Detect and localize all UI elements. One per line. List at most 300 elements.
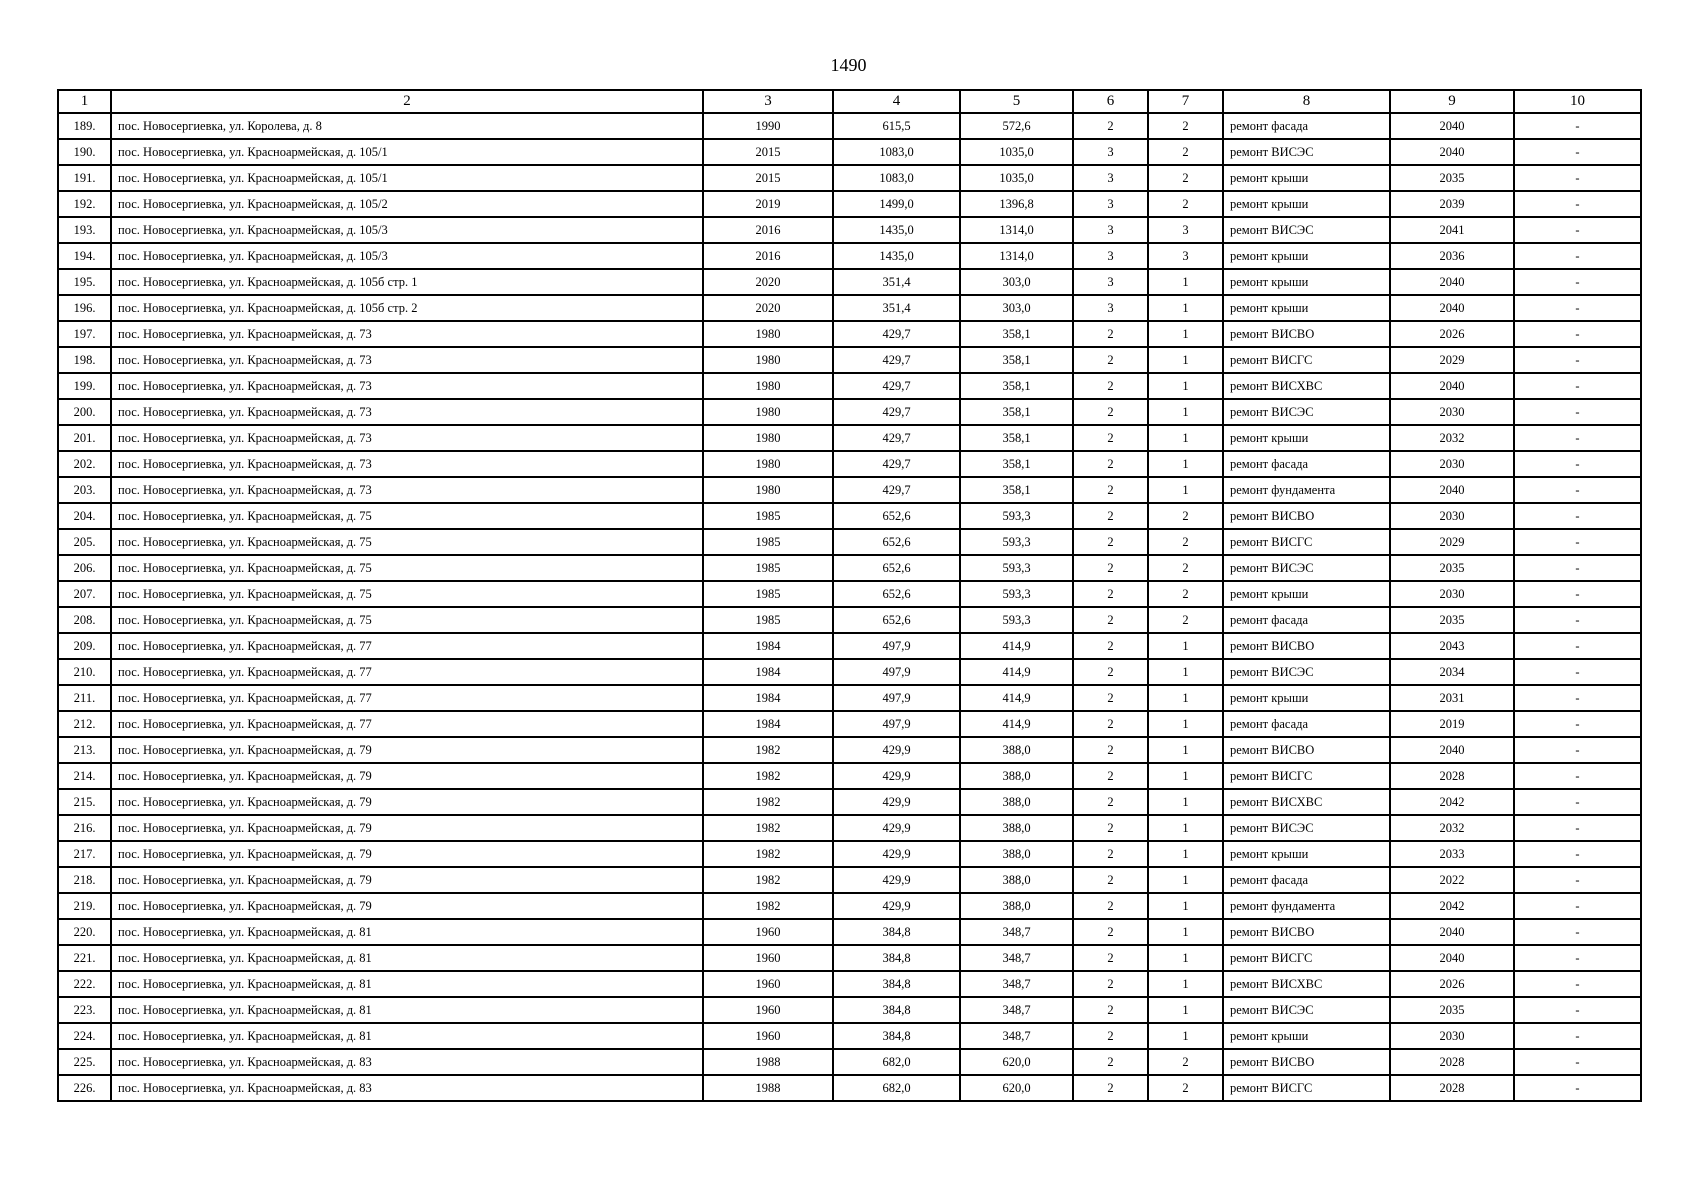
address-cell: пос. Новосергиевка, ул. Красноармейская, д. 105/2 [111,191,703,217]
entrances-cell: 2 [1148,607,1223,633]
note-cell: - [1514,529,1641,555]
floors-cell: 2 [1073,373,1148,399]
planned-year-cell: 2040 [1390,919,1514,945]
total-area-cell: 384,8 [833,945,960,971]
floors-cell: 2 [1073,659,1148,685]
table-row [58,867,1641,893]
row-number-cell: 197. [58,321,111,347]
row-number-cell: 209. [58,633,111,659]
floors-cell: 2 [1073,763,1148,789]
floors-cell: 2 [1073,1023,1148,1049]
floors-cell: 2 [1073,347,1148,373]
year-cell: 1985 [703,581,833,607]
living-area-cell: 358,1 [960,373,1073,399]
total-area-cell: 497,9 [833,685,960,711]
entrances-cell: 2 [1148,1075,1223,1101]
living-area-cell: 414,9 [960,659,1073,685]
entrances-cell: 1 [1148,945,1223,971]
floors-cell: 2 [1073,815,1148,841]
row-number-cell: 226. [58,1075,111,1101]
note-cell: - [1514,1023,1641,1049]
table-row [58,113,1641,139]
entrances-cell: 1 [1148,685,1223,711]
table-row [58,217,1641,243]
note-cell: - [1514,997,1641,1023]
row-number-cell: 212. [58,711,111,737]
total-area-cell: 652,6 [833,607,960,633]
year-cell: 1960 [703,1023,833,1049]
work-type-cell: ремонт ВИСЭС [1223,217,1390,243]
total-area-cell: 429,7 [833,321,960,347]
address-cell: пос. Новосергиевка, ул. Красноармейская, д. 105/1 [111,165,703,191]
note-cell: - [1514,867,1641,893]
total-area-cell: 429,7 [833,399,960,425]
floors-cell: 3 [1073,243,1148,269]
work-type-cell: ремонт ВИСЭС [1223,399,1390,425]
year-cell: 1985 [703,503,833,529]
total-area-cell: 1435,0 [833,243,960,269]
row-number-cell: 215. [58,789,111,815]
table-row [58,373,1641,399]
living-area-cell: 348,7 [960,971,1073,997]
planned-year-cell: 2031 [1390,685,1514,711]
planned-year-cell: 2022 [1390,867,1514,893]
table-row [58,555,1641,581]
total-area-cell: 1083,0 [833,139,960,165]
total-area-cell: 1499,0 [833,191,960,217]
entrances-cell: 1 [1148,893,1223,919]
note-cell: - [1514,113,1641,139]
floors-cell: 2 [1073,737,1148,763]
total-area-cell: 429,7 [833,373,960,399]
floors-cell: 3 [1073,269,1148,295]
year-cell: 2015 [703,165,833,191]
year-cell: 1982 [703,815,833,841]
repair-schedule-table [57,89,1642,1102]
address-cell: пос. Новосергиевка, ул. Красноармейская, д. 79 [111,815,703,841]
table-body [58,113,1641,1101]
living-area-cell: 1314,0 [960,217,1073,243]
row-number-cell: 195. [58,269,111,295]
living-area-cell: 388,0 [960,841,1073,867]
note-cell: - [1514,815,1641,841]
floors-cell: 2 [1073,685,1148,711]
work-type-cell: ремонт ВИСВО [1223,737,1390,763]
living-area-cell: 388,0 [960,763,1073,789]
year-cell: 1985 [703,607,833,633]
table-row [58,711,1641,737]
table-row [58,607,1641,633]
table-row [58,581,1641,607]
floors-cell: 2 [1073,555,1148,581]
year-cell: 2020 [703,269,833,295]
row-number-cell: 193. [58,217,111,243]
work-type-cell: ремонт ВИСХВС [1223,373,1390,399]
address-cell: пос. Новосергиевка, ул. Красноармейская, д. 73 [111,477,703,503]
note-cell: - [1514,451,1641,477]
floors-cell: 3 [1073,295,1148,321]
row-number-cell: 201. [58,425,111,451]
work-type-cell: ремонт ВИСВО [1223,1049,1390,1075]
living-area-cell: 1035,0 [960,139,1073,165]
entrances-cell: 1 [1148,867,1223,893]
living-area-cell: 593,3 [960,529,1073,555]
column-header: 7 [1148,90,1223,113]
living-area-cell: 414,9 [960,633,1073,659]
year-cell: 1982 [703,841,833,867]
floors-cell: 3 [1073,217,1148,243]
floors-cell: 2 [1073,1075,1148,1101]
address-cell: пос. Новосергиевка, ул. Красноармейская, д. 73 [111,321,703,347]
total-area-cell: 429,7 [833,425,960,451]
work-type-cell: ремонт ВИСГС [1223,1075,1390,1101]
living-area-cell: 358,1 [960,451,1073,477]
table-row [58,1049,1641,1075]
year-cell: 1980 [703,347,833,373]
living-area-cell: 1035,0 [960,165,1073,191]
work-type-cell: ремонт фасада [1223,451,1390,477]
row-number-cell: 198. [58,347,111,373]
year-cell: 1988 [703,1049,833,1075]
address-cell: пос. Новосергиевка, ул. Красноармейская, д. 75 [111,529,703,555]
planned-year-cell: 2026 [1390,321,1514,347]
floors-cell: 3 [1073,165,1148,191]
row-number-cell: 222. [58,971,111,997]
total-area-cell: 615,5 [833,113,960,139]
living-area-cell: 358,1 [960,321,1073,347]
entrances-cell: 1 [1148,269,1223,295]
note-cell: - [1514,269,1641,295]
year-cell: 1982 [703,893,833,919]
floors-cell: 3 [1073,139,1148,165]
year-cell: 1982 [703,737,833,763]
table-row [58,1023,1641,1049]
note-cell: - [1514,893,1641,919]
year-cell: 1984 [703,659,833,685]
table-row [58,685,1641,711]
entrances-cell: 2 [1148,1049,1223,1075]
address-cell: пос. Новосергиевка, ул. Красноармейская, д. 105б стр. 1 [111,269,703,295]
floors-cell: 2 [1073,581,1148,607]
floors-cell: 2 [1073,477,1148,503]
floors-cell: 2 [1073,971,1148,997]
work-type-cell: ремонт фундамента [1223,477,1390,503]
floors-cell: 2 [1073,841,1148,867]
table-row [58,321,1641,347]
entrances-cell: 1 [1148,919,1223,945]
address-cell: пос. Новосергиевка, ул. Красноармейская, д. 105/3 [111,243,703,269]
address-cell: пос. Новосергиевка, ул. Красноармейская, д. 81 [111,945,703,971]
year-cell: 1980 [703,399,833,425]
table-row [58,763,1641,789]
year-cell: 1980 [703,373,833,399]
year-cell: 1980 [703,425,833,451]
entrances-cell: 1 [1148,321,1223,347]
planned-year-cell: 2035 [1390,165,1514,191]
year-cell: 2015 [703,139,833,165]
living-area-cell: 348,7 [960,945,1073,971]
total-area-cell: 652,6 [833,529,960,555]
row-number-cell: 217. [58,841,111,867]
year-cell: 1985 [703,555,833,581]
row-number-cell: 211. [58,685,111,711]
address-cell: пос. Новосергиевка, ул. Красноармейская, д. 77 [111,659,703,685]
floors-cell: 2 [1073,893,1148,919]
entrances-cell: 3 [1148,217,1223,243]
entrances-cell: 1 [1148,789,1223,815]
total-area-cell: 429,7 [833,477,960,503]
work-type-cell: ремонт крыши [1223,269,1390,295]
table-row [58,139,1641,165]
floors-cell: 2 [1073,607,1148,633]
address-cell: пос. Новосергиевка, ул. Красноармейская, д. 105б стр. 2 [111,295,703,321]
floors-cell: 2 [1073,997,1148,1023]
note-cell: - [1514,685,1641,711]
table-row [58,191,1641,217]
row-number-cell: 191. [58,165,111,191]
living-area-cell: 1396,8 [960,191,1073,217]
table-row [58,243,1641,269]
note-cell: - [1514,503,1641,529]
work-type-cell: ремонт ВИСВО [1223,919,1390,945]
living-area-cell: 388,0 [960,815,1073,841]
note-cell: - [1514,139,1641,165]
row-number-cell: 196. [58,295,111,321]
year-cell: 1960 [703,919,833,945]
planned-year-cell: 2036 [1390,243,1514,269]
address-cell: пос. Новосергиевка, ул. Красноармейская, д. 105/3 [111,217,703,243]
table-row [58,815,1641,841]
total-area-cell: 384,8 [833,971,960,997]
year-cell: 1980 [703,477,833,503]
year-cell: 1960 [703,945,833,971]
table-row [58,269,1641,295]
total-area-cell: 497,9 [833,711,960,737]
work-type-cell: ремонт фундамента [1223,893,1390,919]
work-type-cell: ремонт ВИСЭС [1223,815,1390,841]
row-number-cell: 207. [58,581,111,607]
note-cell: - [1514,711,1641,737]
entrances-cell: 1 [1148,451,1223,477]
row-number-cell: 194. [58,243,111,269]
planned-year-cell: 2040 [1390,139,1514,165]
total-area-cell: 682,0 [833,1049,960,1075]
living-area-cell: 348,7 [960,1023,1073,1049]
table-row [58,451,1641,477]
year-cell: 1982 [703,867,833,893]
total-area-cell: 429,9 [833,763,960,789]
year-cell: 1980 [703,321,833,347]
floors-cell: 2 [1073,113,1148,139]
total-area-cell: 429,9 [833,789,960,815]
total-area-cell: 429,9 [833,867,960,893]
address-cell: пос. Новосергиевка, ул. Красноармейская, д. 73 [111,425,703,451]
entrances-cell: 1 [1148,841,1223,867]
total-area-cell: 384,8 [833,919,960,945]
column-header: 9 [1390,90,1514,113]
total-area-cell: 429,9 [833,815,960,841]
year-cell: 1984 [703,711,833,737]
entrances-cell: 2 [1148,529,1223,555]
note-cell: - [1514,347,1641,373]
year-cell: 1984 [703,633,833,659]
year-cell: 2016 [703,217,833,243]
address-cell: пос. Новосергиевка, ул. Красноармейская, д. 83 [111,1075,703,1101]
column-header: 6 [1073,90,1148,113]
year-cell: 1980 [703,451,833,477]
year-cell: 1982 [703,789,833,815]
planned-year-cell: 2040 [1390,945,1514,971]
work-type-cell: ремонт ВИСЭС [1223,555,1390,581]
living-area-cell: 593,3 [960,555,1073,581]
address-cell: пос. Новосергиевка, ул. Красноармейская, д. 105/1 [111,139,703,165]
row-number-cell: 213. [58,737,111,763]
note-cell: - [1514,165,1641,191]
work-type-cell: ремонт ВИСГС [1223,529,1390,555]
planned-year-cell: 2040 [1390,269,1514,295]
table-row [58,1075,1641,1101]
work-type-cell: ремонт фасада [1223,867,1390,893]
work-type-cell: ремонт крыши [1223,1023,1390,1049]
floors-cell: 2 [1073,1049,1148,1075]
row-number-cell: 219. [58,893,111,919]
living-area-cell: 414,9 [960,685,1073,711]
work-type-cell: ремонт фасада [1223,113,1390,139]
total-area-cell: 497,9 [833,633,960,659]
work-type-cell: ремонт крыши [1223,685,1390,711]
address-cell: пос. Новосергиевка, ул. Красноармейская, д. 81 [111,919,703,945]
column-header: 10 [1514,90,1641,113]
address-cell: пос. Новосергиевка, ул. Красноармейская, д. 73 [111,347,703,373]
total-area-cell: 1083,0 [833,165,960,191]
address-cell: пос. Новосергиевка, ул. Красноармейская, д. 81 [111,971,703,997]
floors-cell: 2 [1073,945,1148,971]
row-number-cell: 224. [58,1023,111,1049]
floors-cell: 2 [1073,867,1148,893]
year-cell: 1990 [703,113,833,139]
address-cell: пос. Новосергиевка, ул. Красноармейская, д. 81 [111,997,703,1023]
entrances-cell: 2 [1148,139,1223,165]
row-number-cell: 190. [58,139,111,165]
address-cell: пос. Новосергиевка, ул. Красноармейская, д. 79 [111,893,703,919]
note-cell: - [1514,633,1641,659]
table-row [58,841,1641,867]
planned-year-cell: 2039 [1390,191,1514,217]
year-cell: 1985 [703,529,833,555]
row-number-cell: 200. [58,399,111,425]
work-type-cell: ремонт ВИСГС [1223,945,1390,971]
work-type-cell: ремонт крыши [1223,243,1390,269]
work-type-cell: ремонт ВИСГС [1223,763,1390,789]
work-type-cell: ремонт фасада [1223,711,1390,737]
total-area-cell: 351,4 [833,295,960,321]
floors-cell: 2 [1073,711,1148,737]
work-type-cell: ремонт крыши [1223,191,1390,217]
living-area-cell: 414,9 [960,711,1073,737]
year-cell: 1960 [703,997,833,1023]
work-type-cell: ремонт ВИСВО [1223,321,1390,347]
note-cell: - [1514,581,1641,607]
header-row [58,90,1641,113]
planned-year-cell: 2019 [1390,711,1514,737]
row-number-cell: 203. [58,477,111,503]
table-row [58,477,1641,503]
note-cell: - [1514,841,1641,867]
living-area-cell: 593,3 [960,503,1073,529]
note-cell: - [1514,789,1641,815]
entrances-cell: 1 [1148,425,1223,451]
address-cell: пос. Новосергиевка, ул. Красноармейская, д. 77 [111,685,703,711]
note-cell: - [1514,737,1641,763]
planned-year-cell: 2042 [1390,789,1514,815]
planned-year-cell: 2030 [1390,581,1514,607]
table-row [58,633,1641,659]
living-area-cell: 620,0 [960,1049,1073,1075]
work-type-cell: ремонт крыши [1223,841,1390,867]
table-row [58,997,1641,1023]
row-number-cell: 216. [58,815,111,841]
entrances-cell: 1 [1148,737,1223,763]
planned-year-cell: 2035 [1390,555,1514,581]
entrances-cell: 1 [1148,763,1223,789]
total-area-cell: 429,9 [833,841,960,867]
address-cell: пос. Новосергиевка, ул. Королева, д. 8 [111,113,703,139]
living-area-cell: 593,3 [960,581,1073,607]
note-cell: - [1514,321,1641,347]
entrances-cell: 1 [1148,399,1223,425]
address-cell: пос. Новосергиевка, ул. Красноармейская, д. 79 [111,737,703,763]
living-area-cell: 388,0 [960,867,1073,893]
note-cell: - [1514,659,1641,685]
planned-year-cell: 2040 [1390,737,1514,763]
planned-year-cell: 2029 [1390,347,1514,373]
total-area-cell: 682,0 [833,1075,960,1101]
floors-cell: 2 [1073,529,1148,555]
table-row [58,165,1641,191]
living-area-cell: 572,6 [960,113,1073,139]
note-cell: - [1514,295,1641,321]
entrances-cell: 1 [1148,711,1223,737]
living-area-cell: 303,0 [960,295,1073,321]
living-area-cell: 1314,0 [960,243,1073,269]
floors-cell: 2 [1073,919,1148,945]
column-header: 2 [111,90,703,113]
planned-year-cell: 2032 [1390,425,1514,451]
entrances-cell: 1 [1148,373,1223,399]
total-area-cell: 429,7 [833,347,960,373]
work-type-cell: ремонт ВИСЭС [1223,997,1390,1023]
living-area-cell: 348,7 [960,997,1073,1023]
table-row [58,529,1641,555]
row-number-cell: 218. [58,867,111,893]
year-cell: 2016 [703,243,833,269]
address-cell: пос. Новосергиевка, ул. Красноармейская, д. 73 [111,399,703,425]
work-type-cell: ремонт крыши [1223,295,1390,321]
row-number-cell: 206. [58,555,111,581]
note-cell: - [1514,555,1641,581]
planned-year-cell: 2040 [1390,113,1514,139]
planned-year-cell: 2030 [1390,399,1514,425]
column-header: 4 [833,90,960,113]
note-cell: - [1514,373,1641,399]
entrances-cell: 2 [1148,555,1223,581]
living-area-cell: 388,0 [960,737,1073,763]
note-cell: - [1514,607,1641,633]
planned-year-cell: 2028 [1390,1075,1514,1101]
total-area-cell: 351,4 [833,269,960,295]
year-cell: 1984 [703,685,833,711]
total-area-cell: 384,8 [833,997,960,1023]
